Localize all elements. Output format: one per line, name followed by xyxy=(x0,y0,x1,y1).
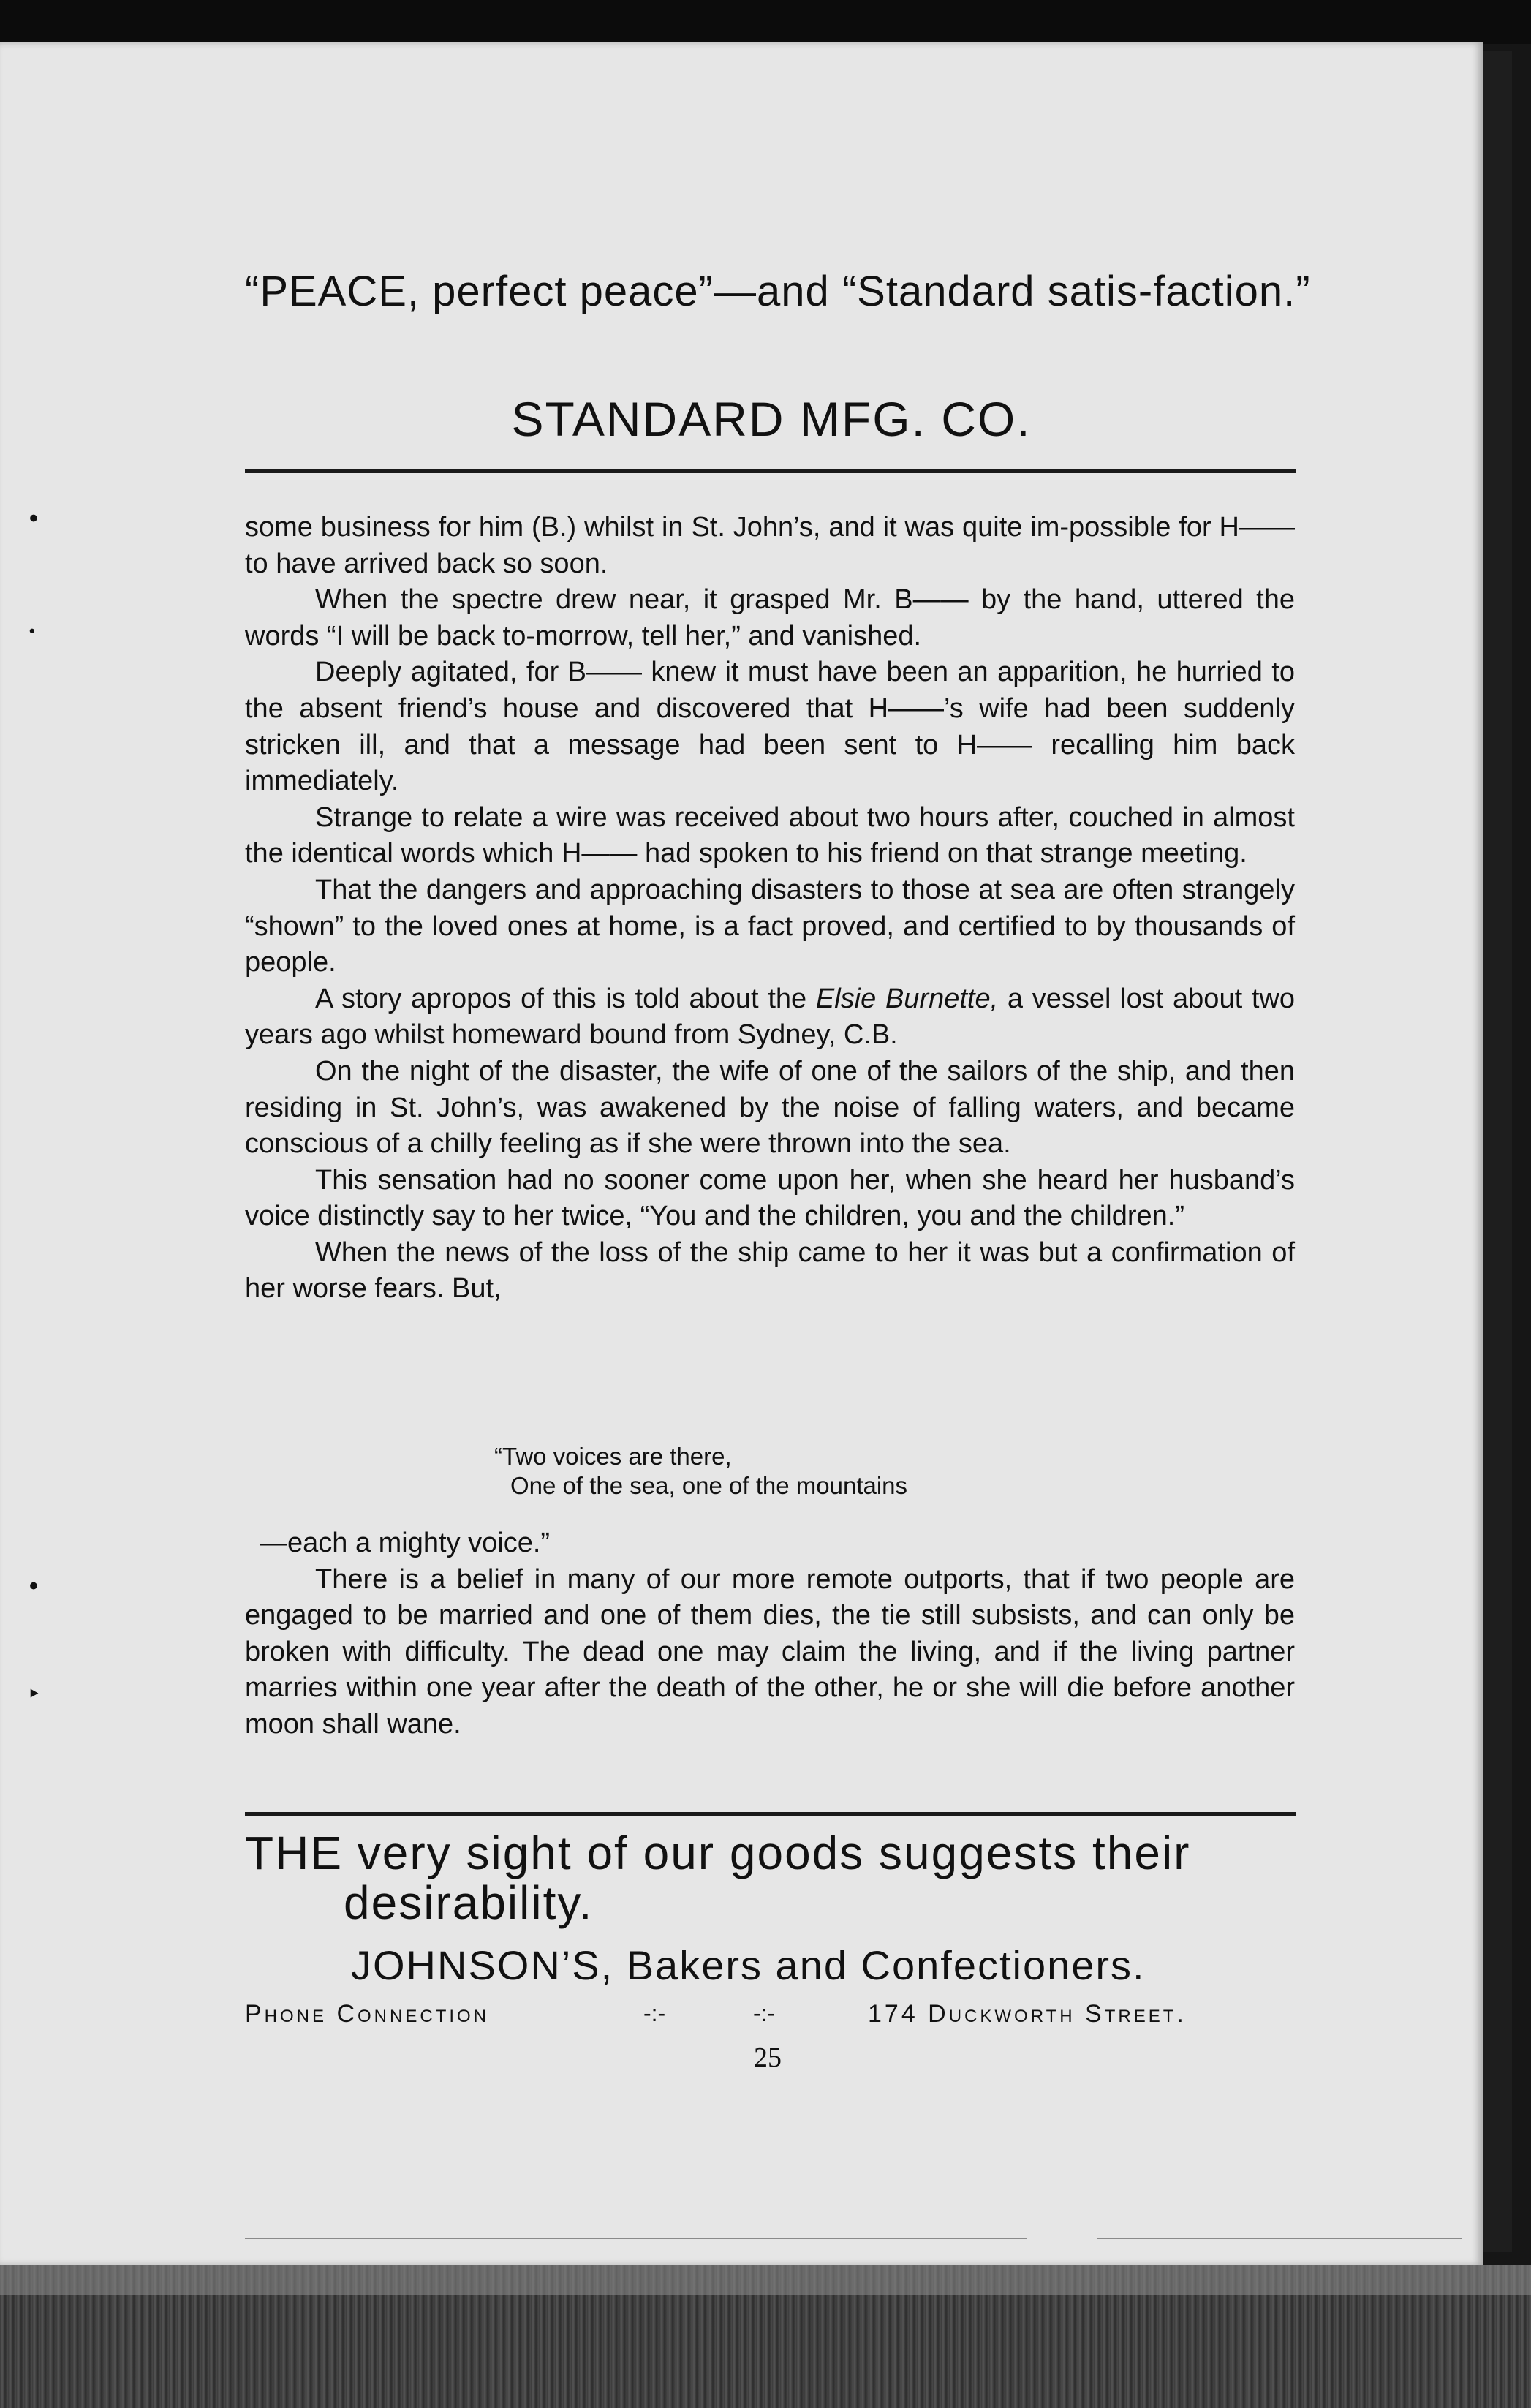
verse-quote xyxy=(494,1442,1225,1501)
scan-border-top xyxy=(0,0,1531,44)
paragraph-text: a vessel lost about two years ago whilst homeward bound from Sydney, C.B. xyxy=(245,983,1295,1051)
article-paragraph: There is a belief in many of our more remote outports, that if two people are engaged to be married and one of them dies, the tie still subsists, and can only be broken with difficulty. The dead one may claim the living, and if the living partner marries within one year after the death of the other, he or she will die before another moon shall wane. xyxy=(245,1563,1295,1740)
article-paragraph: When the spectre drew near, it grasped Mr. B—— by the hand, uttered the words “I will be back to-morrow, tell her,” and vanished. xyxy=(245,584,1295,652)
advertisement-slogan: THE very sight of our goods suggests their desirability. xyxy=(245,1827,1191,1929)
verse-line: “Two voices are there, xyxy=(494,1443,732,1470)
article-paragraph: On the night of the disaster, the wife of one of the sailors of the ship, and then residing in St. John’s, was awakened by the noise of falling waters, and became conscious of a chilly feeling as if she were thrown into the sea. xyxy=(245,1055,1295,1160)
street-address: 174 Duckworth Street. xyxy=(868,2000,1187,2028)
ship-name: Elsie Burnette, xyxy=(815,983,999,1014)
margin-mark: • xyxy=(29,505,38,532)
divider-rule xyxy=(245,469,1296,473)
phone-connection: Phone Connection xyxy=(245,2000,490,2028)
advertisement-slogan: “PEACE, perfect peace”—and “Standard satis-faction.” xyxy=(245,268,1311,315)
article-paragraph: some business for him (B.) whilst in St. John’s, and it was quite im-possible for H—— to have arrived back so soon. xyxy=(245,512,1295,579)
scan-border-bottom-highlight xyxy=(0,2265,1531,2295)
verse-continuation: —each a mighty voice.” xyxy=(260,1528,551,1558)
article-paragraph: That the dangers and approaching disasters to those at sea are often strangely “shown” to the loved ones at home, is a fact proved, and certified to by thousands of people. xyxy=(245,874,1295,978)
separator: -:- xyxy=(753,2000,776,2026)
advertisement-company: STANDARD MFG. CO. xyxy=(511,392,1032,446)
paragraph-text: A story apropos of this is told about the xyxy=(315,983,816,1014)
margin-mark: ‣ xyxy=(28,1683,40,1705)
divider-rule xyxy=(245,1812,1296,1816)
page-edge-shadow xyxy=(1483,51,1512,2252)
article-paragraph xyxy=(245,981,1295,1054)
article-body-continued xyxy=(245,1525,1295,1743)
margin-mark: • xyxy=(29,622,35,640)
footer-line xyxy=(1097,2238,1462,2239)
article-paragraph: Strange to relate a wire was received about two hours after, couched in almost the identical words which H—— had spoken to his friend on that strange meeting. xyxy=(245,801,1295,869)
verse-line: One of the sea, one of the mountains xyxy=(510,1472,908,1499)
article-body xyxy=(245,510,1295,1307)
footer-line xyxy=(245,2238,1027,2239)
separator: -:- xyxy=(643,2000,666,2026)
article-paragraph: Deeply agitated, for B—— knew it must have been an apparition, he hurried to the absent friend’s house and discovered that H——’s wife had been suddenly stricken ill, and that a message had been sent to H—— recalling him back immediately. xyxy=(245,657,1295,797)
advertisement-company: JOHNSON’S, Bakers and Confectioners. xyxy=(351,1942,1146,1988)
page-number: 25 xyxy=(754,2042,782,2073)
article-paragraph: This sensation had no sooner come upon her, when she heard her husband’s voice distinctly say to her twice, “You and the children, you and the children.” xyxy=(245,1164,1295,1232)
article-paragraph: When the news of the loss of the ship came to her it was but a confirmation of her worse fears. But, xyxy=(245,1237,1295,1305)
margin-mark: • xyxy=(29,1572,38,1600)
